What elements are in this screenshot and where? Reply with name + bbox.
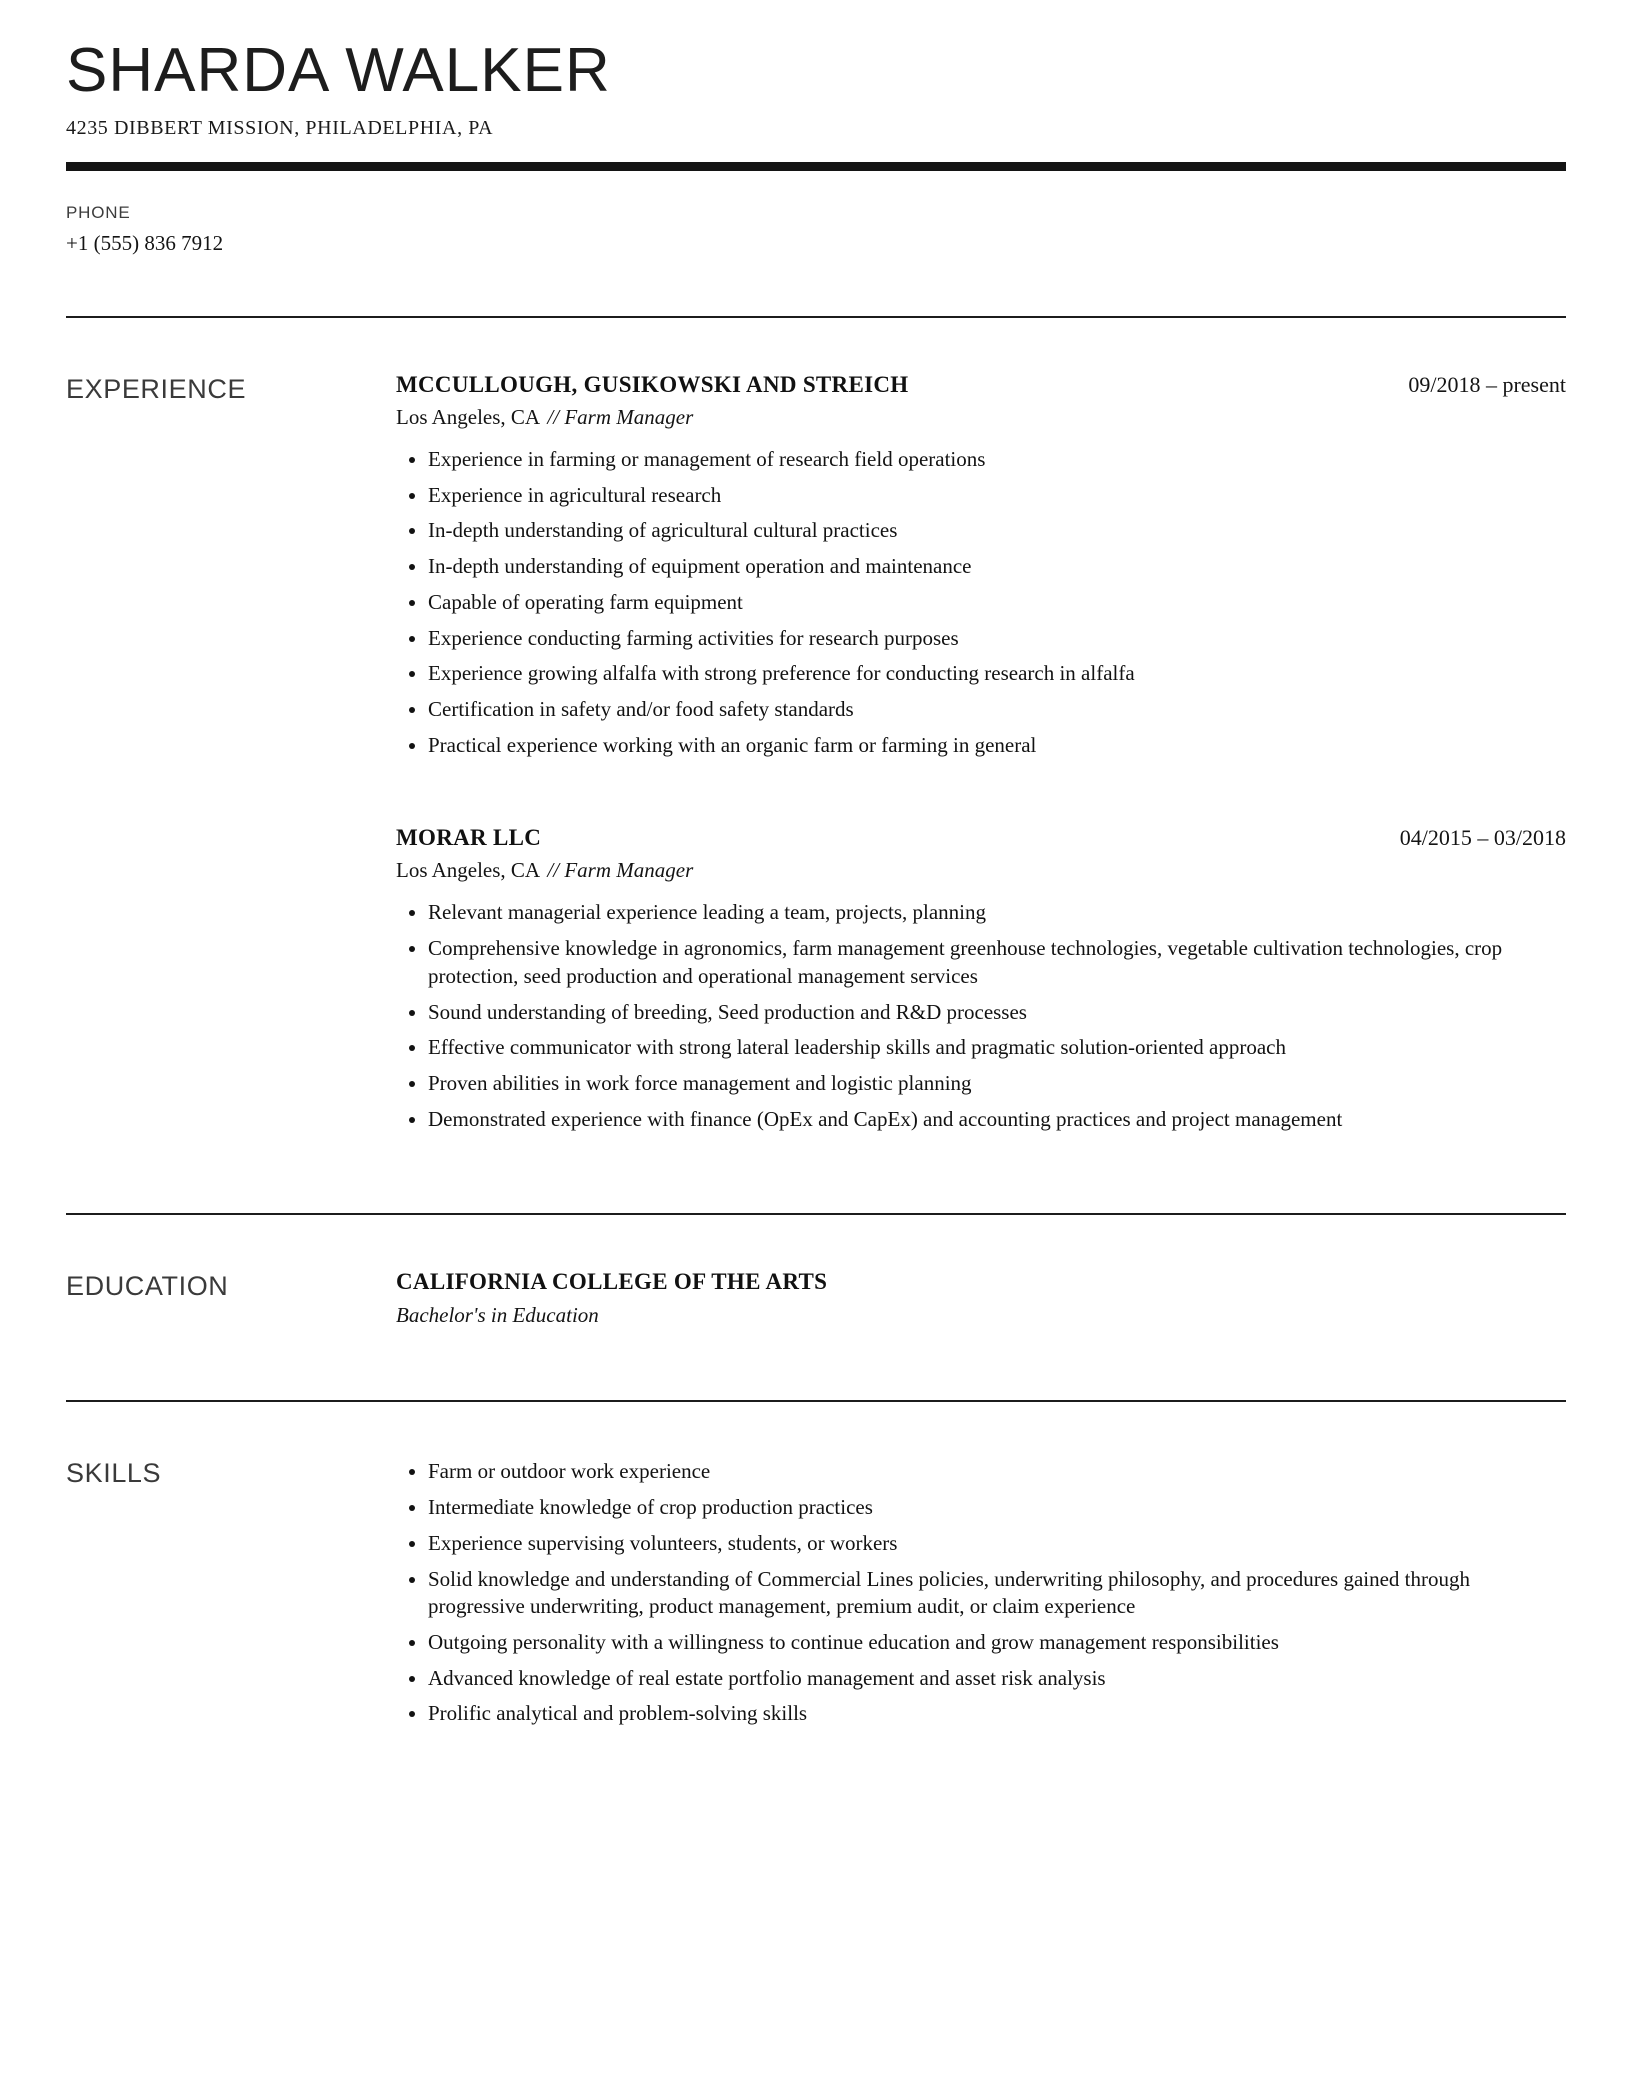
job-entry-1-dates: 09/2018 – present <box>1408 371 1566 397</box>
person-name: SHARDA WALKER <box>66 36 611 105</box>
education-degree: Bachelor's in Education <box>396 1303 599 1328</box>
bullet-item: • Proven abilities in work force management and logistic planning <box>428 1070 1566 1098</box>
job-entry-1-header <box>396 372 1566 398</box>
job-entry-2-location: Los Angeles, CA <box>396 858 541 883</box>
education-section <box>66 1215 1566 1400</box>
bullet-item: • Practical experience working with an organic farm or farming in general <box>428 732 1566 760</box>
bullet-item: • In-depth understanding of equipment operation and maintenance <box>428 553 1566 581</box>
bullet-item: • Prolific analytical and problem-solving skills <box>428 1700 1566 1728</box>
bullet-item: • In-depth understanding of agricultural cultural practices <box>428 517 1566 545</box>
bullet-item: • Advanced knowledge of real estate portfolio management and asset risk analysis <box>428 1665 1566 1693</box>
bullet-item: • Farm or outdoor work experience <box>428 1458 1566 1486</box>
experience-content <box>396 372 1566 1142</box>
experience-section-label: EXPERIENCE <box>66 373 247 404</box>
job-entry-2-bullet-list <box>396 899 1566 1133</box>
bullet-item: • Outgoing personality with a willingness to continue education and grow management responsibilities <box>428 1629 1566 1657</box>
header-divider <box>66 162 1566 171</box>
skills-section <box>66 1402 1566 1808</box>
bullet-item: • Experience growing alfalfa with strong preference for conducting research in alfalfa <box>428 660 1566 688</box>
skills-section-label: SKILLS <box>66 1458 162 1489</box>
bullet-item: • Sound understanding of breeding, Seed production and R&D processes <box>428 999 1566 1027</box>
job-entry-1 <box>396 372 1566 759</box>
contact-section <box>66 203 1566 256</box>
bullet-item: • Solid knowledge and understanding of Commercial Lines policies, underwriting philosophy, and procedures gained through progressive underwriting, product management, premium audit, or claim experience <box>428 1566 1566 1621</box>
bullet-item: • Comprehensive knowledge in agronomics, farm management greenhouse technologies, vegetable cultivation technologies, crop protection, seed production and operational management services <box>428 935 1566 990</box>
bullet-item: • Effective communicator with strong lateral leadership skills and pragmatic solution-oriented approach <box>428 1034 1566 1062</box>
education-section-label: EDUCATION <box>66 1271 229 1302</box>
job-entry-1-location: Los Angeles, CA <box>396 404 541 429</box>
bullet-item: • Certification in safety and/or food safety standards <box>428 696 1566 724</box>
job-entry-2 <box>396 825 1566 1133</box>
bullet-item: • Relevant managerial experience leading a team, projects, planning <box>428 899 1566 927</box>
phone-number: +1 (555) 836 7912 <box>66 230 224 255</box>
skills-bullet-list <box>396 1458 1566 1728</box>
job-entry-1-company: MCCULLOUGH, GUSIKOWSKI AND STREICH <box>396 371 909 397</box>
job-entry-2-dates: 04/2015 – 03/2018 <box>1399 825 1566 851</box>
bullet-item: • Capable of operating farm equipment <box>428 589 1566 617</box>
experience-section <box>66 318 1566 1214</box>
job-entry-2-title: // Farm Manager <box>547 858 694 883</box>
bullet-item: • Experience supervising volunteers, students, or workers <box>428 1530 1566 1558</box>
phone-label: PHONE <box>66 202 131 222</box>
job-entry-2-subtitle <box>396 858 1566 883</box>
job-entry-1-bullet-list <box>396 446 1566 759</box>
resume-header <box>66 38 1566 140</box>
bullet-item: • Intermediate knowledge of crop production practices <box>428 1494 1566 1522</box>
job-entry-2-header <box>396 825 1566 851</box>
bullet-item: • Experience in agricultural research <box>428 482 1566 510</box>
person-address: 4235 DIBBERT MISSION, PHILADELPHIA, PA <box>66 116 494 139</box>
job-entry-1-subtitle <box>396 405 1566 430</box>
bullet-item: • Experience conducting farming activities for research purposes <box>428 625 1566 653</box>
job-entry-1-title: // Farm Manager <box>547 404 694 429</box>
bullet-item: • Demonstrated experience with finance (OpEx and CapEx) and accounting practices and project management <box>428 1106 1566 1134</box>
skills-content <box>396 1456 1566 1736</box>
education-school: CALIFORNIA COLLEGE OF THE ARTS <box>396 1269 828 1295</box>
job-entry-2-company: MORAR LLC <box>396 825 542 851</box>
education-content <box>396 1269 1566 1328</box>
bullet-item: • Experience in farming or management of research field operations <box>428 446 1566 474</box>
